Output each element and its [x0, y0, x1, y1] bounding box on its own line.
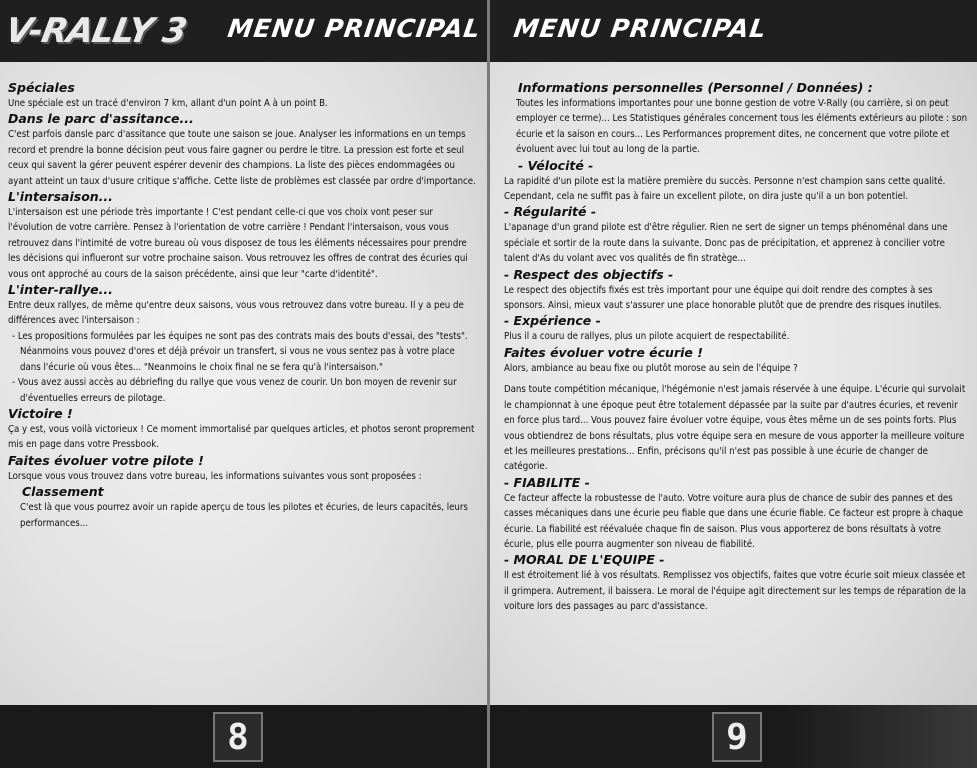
left-content [8, 80, 476, 700]
page-number-9: 9 [712, 712, 762, 762]
text-experience: Plus il a couru de rallyes, plus un pilote acquiert de respectabilité. [504, 331, 790, 343]
heading-victoire: Victoire ! [8, 405, 73, 421]
text-speciales: Une spéciale est un tracé d'environ 7 km, allant d'un point A à un point B. [8, 98, 328, 109]
text-inter-rallye: Entre deux rallyes, de même qu'entre deux saisons, vous vous retrouvez dans votre bureau. Il y a peu de différences avec l'intersaison : [8, 300, 464, 327]
text-intersaison: L'intersaison est une période très importante ! C'est pendant celle-ci que vos choix vont peser sur l'évolution de votre carrière. Pensez à l'orientation de votre carrière ! Pendant l'intersaison, vous vous retrouvez dans l'intimité de votre bureau où vous disposez de tous les éléments nécessaires pour prendre les décisions qui influeront sur votre prochaine saison. Vous retrouvez les offres de contrat des écuries qui vous ont approché au cours de la saison précédente, ainsi que leur "carte d'identité". [8, 207, 468, 280]
page-number-8: 8 [213, 712, 263, 762]
left-page [0, 0, 487, 768]
heading-regularite: - Régularité - [504, 204, 597, 220]
text-moral-equipe: Il est étroitement lié à vos résultats. Remplissez vos objectifs, faites que votre écurie soit mieux classée et il grimpera. Autrement, il baissera. Le moral de l'équipe agit directement sur les temps de réparation de la voiture lors des passages au parc d'assistance. [504, 570, 966, 613]
text-evoluer-pilote: Lorsque vous vous trouvez dans votre bureau, les informations suivantes vous sont proposées : [8, 470, 422, 482]
text-ecurie-intro: Alors, ambiance au beau fixe ou plutôt morose au sein de l'équipe ? [504, 362, 798, 374]
heading-inter-rallye: L'inter-rallye... [8, 282, 113, 298]
heading-fiabilite: - FIABILITE - [504, 474, 590, 490]
right-header [490, 0, 977, 62]
left-header [0, 0, 487, 62]
heading-intersaison: L'intersaison... [8, 189, 113, 205]
right-page-title: MENU PRINCIPAL [511, 14, 769, 43]
text-victoire: Ça y est, vous voilà victorieux ! Ce moment immortalisé par quelques articles, et photos seront proprement mis en page dans votre Pressbook. [8, 423, 475, 451]
text-classement: C'est là que vous pourrez avoir un rapide aperçu de tous les pilotes et écuries, de leurs capacités, leurs performances... [20, 502, 468, 529]
heading-moral-equipe: - MORAL DE L'EQUIPE - [504, 552, 665, 568]
heading-evoluer-ecurie: Faites évoluer votre écurie ! [504, 344, 703, 360]
right-footer [490, 705, 977, 768]
right-page [490, 0, 977, 768]
text-informations-personnelles: Toutes les informations importantes pour une bonne gestion de votre V-Rally (ou carrière, si on peut employer ce terme)... Les Statistiques générales concernent tous les éléments extérieurs au pilote : son écurie et la saison en cours... Les Performances proprement dites, ne concernent que votre pilote et évoluent avec lui tout au long de la partie. [516, 98, 968, 156]
heading-velocite: - Vélocité - [518, 157, 594, 173]
text-parc-assistance: C'est parfois dansle parc d'assitance que toute une saison se joue. Analyser les informations en un temps record et prendre la bonne décision peut vous faire gagner ou perdre le titre. La pression est forte et seul ceux qui savent la gérer peuvent espérer devenir des champions. La liste des pièces endommagées ou ayant atteint un taux d'usure critique s'affiche. Cette liste de problèmes est classée par ordre d'importance. [8, 129, 476, 187]
bullet-propositions: - Les propositions formulées par les équipes ne sont pas des contrats mais des bouts d'essai, des "tests". Néanmoins vous pouvez d'ores et déjà prévoir un transfert, si vous ne vous sentez pas à votre place dans l'écurie où vous êtes... "Neanmoins le choix final ne se fera qu'à l'intersaison." [12, 330, 468, 373]
text-fiabilite: Ce facteur affecte la robustesse de l'auto. Votre voiture aura plus de chance de subir des pannes et des casses mécaniques dans une écurie peu fiable que dans une écurie fiable. Ce facteur est propre à chaque écurie. La fiabilité est réévaluée chaque fin de saison. Plus vous apporterez de bons résultats à votre écurie, plus elle pourra augmenter son niveau de fiabilité. [504, 492, 964, 550]
heading-evoluer-pilote: Faites évoluer votre pilote ! [8, 452, 204, 468]
text-respect-objectifs: Le respect des objectifs fixés est très important pour une équipe qui doit rendre des comptes à ses sponsors. Ainsi, mieux vaut s'assurer une place honorable plutôt que de prendre des risques inutiles. [504, 284, 942, 312]
heading-informations-personnelles: Informations personnelles (Personnel / Données) : [518, 80, 873, 95]
bullet-debriefing: - Vous avez aussi accès au débriefing du rallye que vous venez de courir. Un bon moyen de revenir sur d'éventuelles erreurs de pilotage. [12, 377, 457, 404]
vrally-logo: V-RALLY 3 [2, 11, 190, 51]
heading-classement: Classement [22, 484, 104, 500]
heading-experience: - Expérience - [504, 313, 601, 329]
left-footer [0, 705, 487, 768]
text-regularite: L'apanage d'un grand pilote est d'être régulier. Rien ne sert de signer un temps phénoménal dans une spéciale et sortir de la route dans la suivante. Donc pas de précipitation, et apprenez à concilier votre talent d'As du volant avec vos qualités de fin stratège... [504, 222, 948, 265]
text-ecurie: Dans toute compétition mécanique, l'hégémonie n'est jamais réservée à une équipe. L'écurie qui survolait le championnat à une époque peut être totalement dépassée par la suite par d'autres écuries, et revenir en force plus tard... Vous pouvez faire évoluer votre équipe, vous êtes même un de ses points forts. Plus vous obtiendrez de bons résultats, plus votre équipe sera en mesure de vous apporter la meilleure voiture et les meilleures prestations... Enfin, précisons qu'il n'est pas possible à une écurie de changer de catégorie. [504, 384, 966, 473]
heading-respect-objectifs: - Respect des objectifs - [504, 266, 674, 282]
left-page-title: MENU PRINCIPAL [225, 14, 483, 43]
heading-parc-assistance: Dans le parc d'assitance... [8, 111, 194, 127]
right-content [504, 80, 970, 700]
text-velocite: La rapidité d'un pilote est la matière première du succès. Personne n'est champion sans cette qualité. Cependant, cela ne suffit pas à faire un excellent pilote, on dira juste qu'il a un bon potentiel. [504, 175, 946, 203]
heading-speciales: Spéciales [8, 80, 75, 95]
